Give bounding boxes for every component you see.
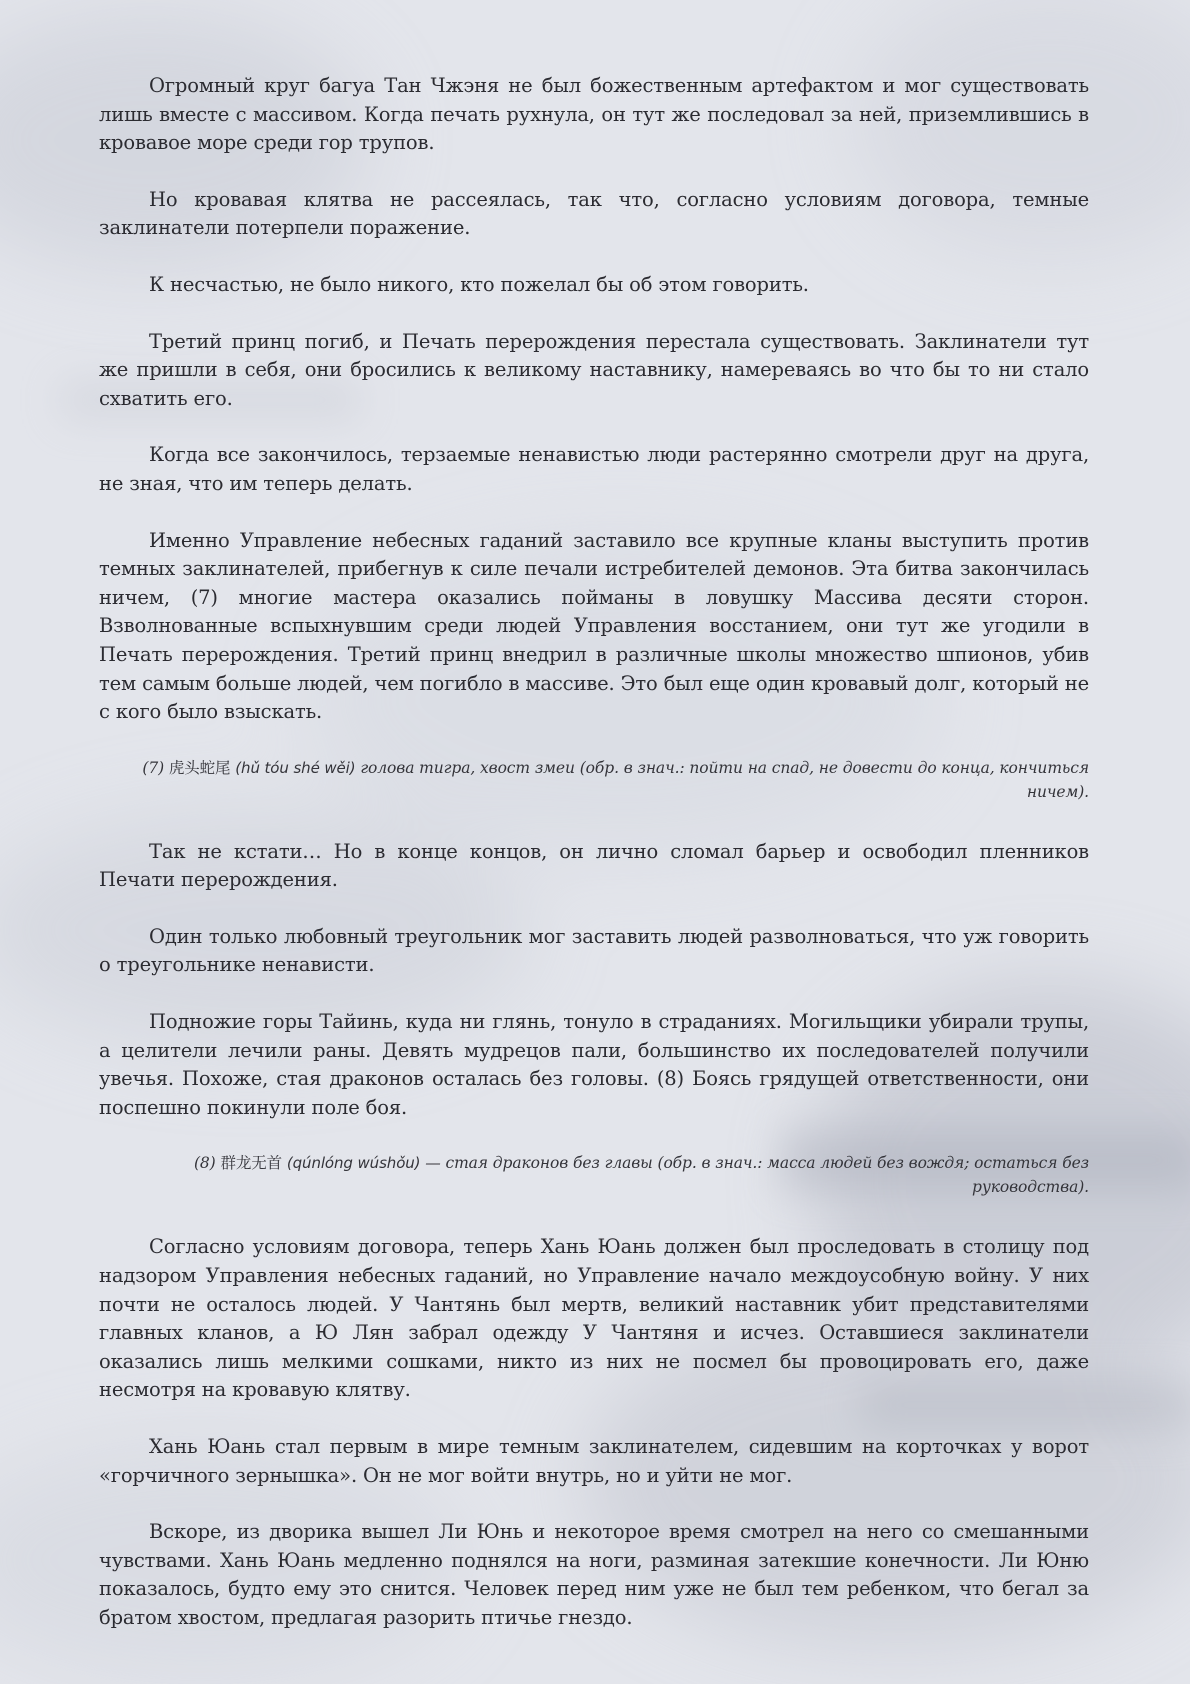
footnote-8-hanzi: 群龙无首 [220, 1154, 283, 1173]
footnote-7-pinyin: (hǔ tóu shé wěi) [235, 758, 356, 777]
paragraph-taiyin-mountain: Подножие горы Тайинь, куда ни глянь, тонуло в страданиях. Могильщики убирали трупы, а целители лечили раны. Девять мудрецов пали, большинство их последователей получили увечья. Похоже, стая драконов осталась без головы. (8) Боясь грядущей ответственности, они поспешно покинули поле боя. [99, 1010, 1089, 1119]
footnote-8-text: — стая драконов без главы (обр. в знач.: масса людей без вождя; остаться без руководства). [425, 1154, 1089, 1197]
paragraph-li-yun-comes-out: Вскоре, из дворика вышел Ли Юнь и некоторое время смотрел на него со смешанными чувствами. Хань Юань медленно поднялся на ноги, разминая затекшие конечности. Ли Юню показалось, будто ему это снится. Человек перед ним уже не был тем ребенком, что бегал за братом хвостом, предлагая разорить птичье гнездо. [99, 1520, 1089, 1629]
paragraph-treaty-conditions: Согласно условиям договора, теперь Хань Юань должен был проследовать в столицу под надзором Управления небесных гаданий, но Управление начало междоусобную войну. У них почти не осталось людей. У Чантянь был мертв, великий наставник убит представителями главных кланов, а Ю Лян забрал одежду У Чантяня и исчез. Оставшиеся заклинатели оказались лишь мелкими сошками, никто из них не посмел бы провоцировать его, даже несмотря на кровавую клятву. [99, 1235, 1089, 1402]
footnote-7-hanzi: 虎头蛇尾 [168, 758, 231, 777]
footnote-8-number: (8) [193, 1154, 216, 1173]
paragraph-not-timely: Так не кстати… Но в конце концов, он лично сломал барьер и освободил пленников Печати перерождения. [99, 839, 1089, 892]
paragraph-blood-oath: Но кровавая клятва не рассеялась, так что, согласно условиям договора, темные заклинатели потерпели поражение. [99, 187, 1089, 240]
page-content [99, 72, 1089, 1633]
paragraph-love-triangle: Один только любовный треугольник мог заставить людей разволноваться, что уж говорить о треугольнике ненависти. [99, 924, 1089, 977]
footnote-8-pinyin: (qúnlóng wúshǒu) [286, 1154, 421, 1173]
paragraph-no-one-spoke: К несчастью, не было никого, кто пожелал бы об этом говорить. [149, 272, 809, 296]
footnote-8 [99, 1151, 1089, 1199]
paragraph-when-all-ended: Когда все закончилось, терзаемые ненавистью люди растерянно смотрели друг на друга, не зная, что им теперь делать. [99, 443, 1089, 495]
paragraph-bagua-circle: Огромный круг багуа Тан Чжэня не был божественным артефактом и мог существовать лишь вместе с массивом. Когда печать рухнула, он тут же последовал за ней, приземлившись в кровавое море среди гор трупов. [99, 74, 1089, 155]
footnote-7-text: голова тигра, хвост змеи (обр. в знач.: пойти на спад, не довести до конца, кончиться ничем). [360, 758, 1089, 801]
paragraph-divination-bureau: Именно Управление небесных гаданий заставило все крупные кланы выступить против темных заклинателей, прибегнув к силе печали истребителей демонов. Эта битва закончилась ничем, (7) многие мастера оказались пойманы в ловушку Массива десяти сторон. Взволнованные вспыхнувшим среди людей Управления восстанием, они тут же угодили в Печать перерождения. Третий принц внедрил в различные школы множество шпионов, убив тем самым больше людей, чем погибло в массиве. Это был еще один кровавый долг, который не с кого было взыскать. [99, 528, 1089, 724]
footnote-7-number: (7) [142, 758, 165, 777]
paragraph-han-yuan-at-gate: Хань Юань стал первым в мире темным заклинателем, сидевшим на корточках у ворот «горчичного зернышка». Он не мог войти внутрь, но и уйти не мог. [99, 1435, 1089, 1487]
paragraph-third-prince-died: Третий принц погиб, и Печать перерождения перестала существовать. Заклинатели тут же пришли в себя, они бросились к великому наставнику, намереваясь во что бы то ни стало схватить его. [99, 329, 1089, 410]
footnote-7 [99, 756, 1089, 804]
